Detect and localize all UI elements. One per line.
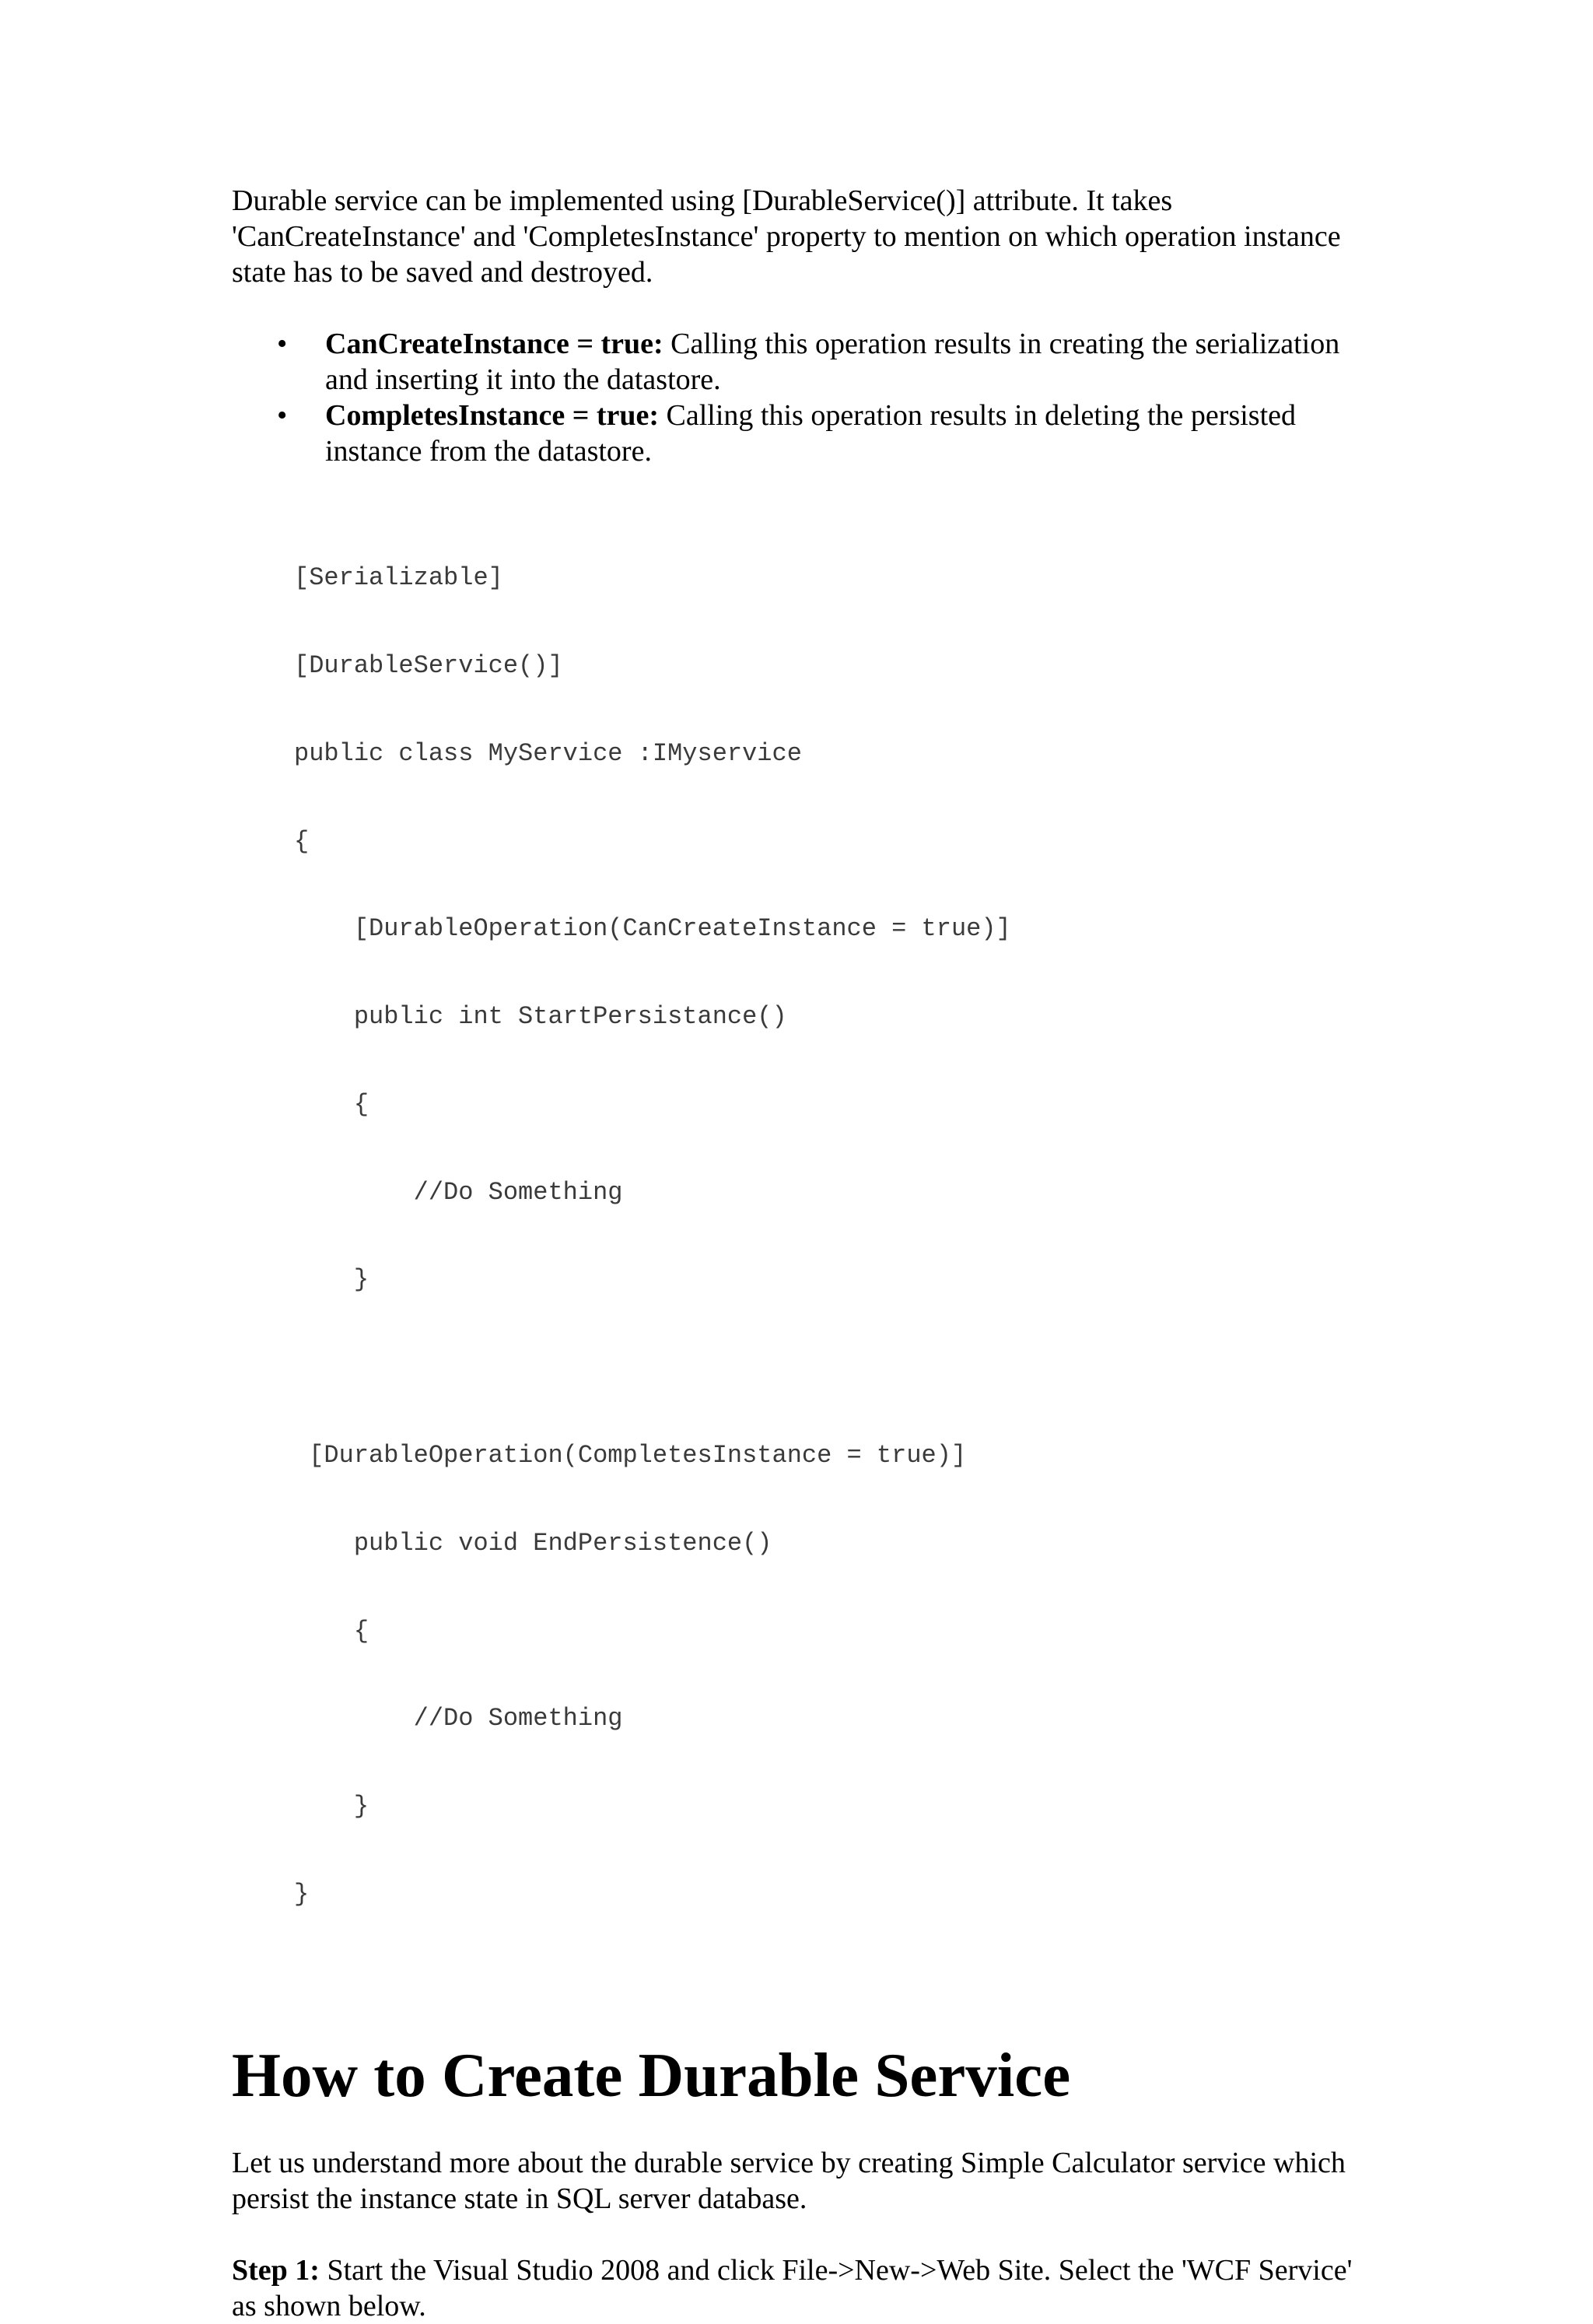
body-paragraph: Let us understand more about the durable service by creating Simple Calculator service which persist the instance state in SQL server database. <box>232 2146 1346 2215</box>
section-heading: How to Create Durable Service <box>232 2039 1071 2110</box>
bullet-icon: • <box>277 399 288 432</box>
bullet-term: CompletesInstance = true: <box>325 399 660 432</box>
code-line: { <box>294 826 310 856</box>
code-line: [DurableOperation(CanCreateInstance = true)] <box>294 914 1011 944</box>
code-line: [Serializable] <box>294 563 503 593</box>
list-item <box>232 398 1383 469</box>
property-list <box>232 326 1383 469</box>
code-line: { <box>294 1616 369 1646</box>
code-line: } <box>294 1879 310 1909</box>
intro-paragraph: Durable service can be implemented using [DurableService()] attribute. It takes 'CanCreateInstance' and 'CompletesInstance' property to mention on which operation instance state has to be saved and destroyed. <box>232 184 1341 289</box>
step-text: Start the Visual Studio 2008 and click File->New->Web Site. Select the 'WCF Service' as shown below. <box>232 2253 1353 2322</box>
list-item <box>232 326 1383 398</box>
code-line: } <box>294 1792 369 1821</box>
code-line: //Do Something <box>294 1177 623 1207</box>
code-line: public void EndPersistence() <box>294 1528 772 1558</box>
bullet-text: Calling this operation results in deleting the persisted instance from the datastore. <box>325 399 1296 468</box>
document-page <box>232 183 1383 2324</box>
code-block <box>294 505 1383 1968</box>
code-line: [DurableService()] <box>294 650 563 680</box>
code-line: } <box>294 1265 369 1295</box>
code-line: { <box>294 1089 369 1119</box>
code-line: [DurableOperation(CompletesInstance = true)] <box>294 1441 967 1470</box>
code-line <box>294 1353 1383 1383</box>
code-line: //Do Something <box>294 1704 623 1733</box>
step-paragraph <box>232 2252 1383 2324</box>
step-label: Step 1: <box>232 2253 320 2287</box>
code-line: public int StartPersistance() <box>294 1002 787 1032</box>
bullet-icon: • <box>277 328 288 360</box>
code-line: public class MyService :IMyservice <box>294 738 802 768</box>
bullet-term: CanCreateInstance = true: <box>325 328 663 360</box>
bullet-text: Calling this operation results in creating the serialization and inserting it into the datastore. <box>325 328 1340 396</box>
